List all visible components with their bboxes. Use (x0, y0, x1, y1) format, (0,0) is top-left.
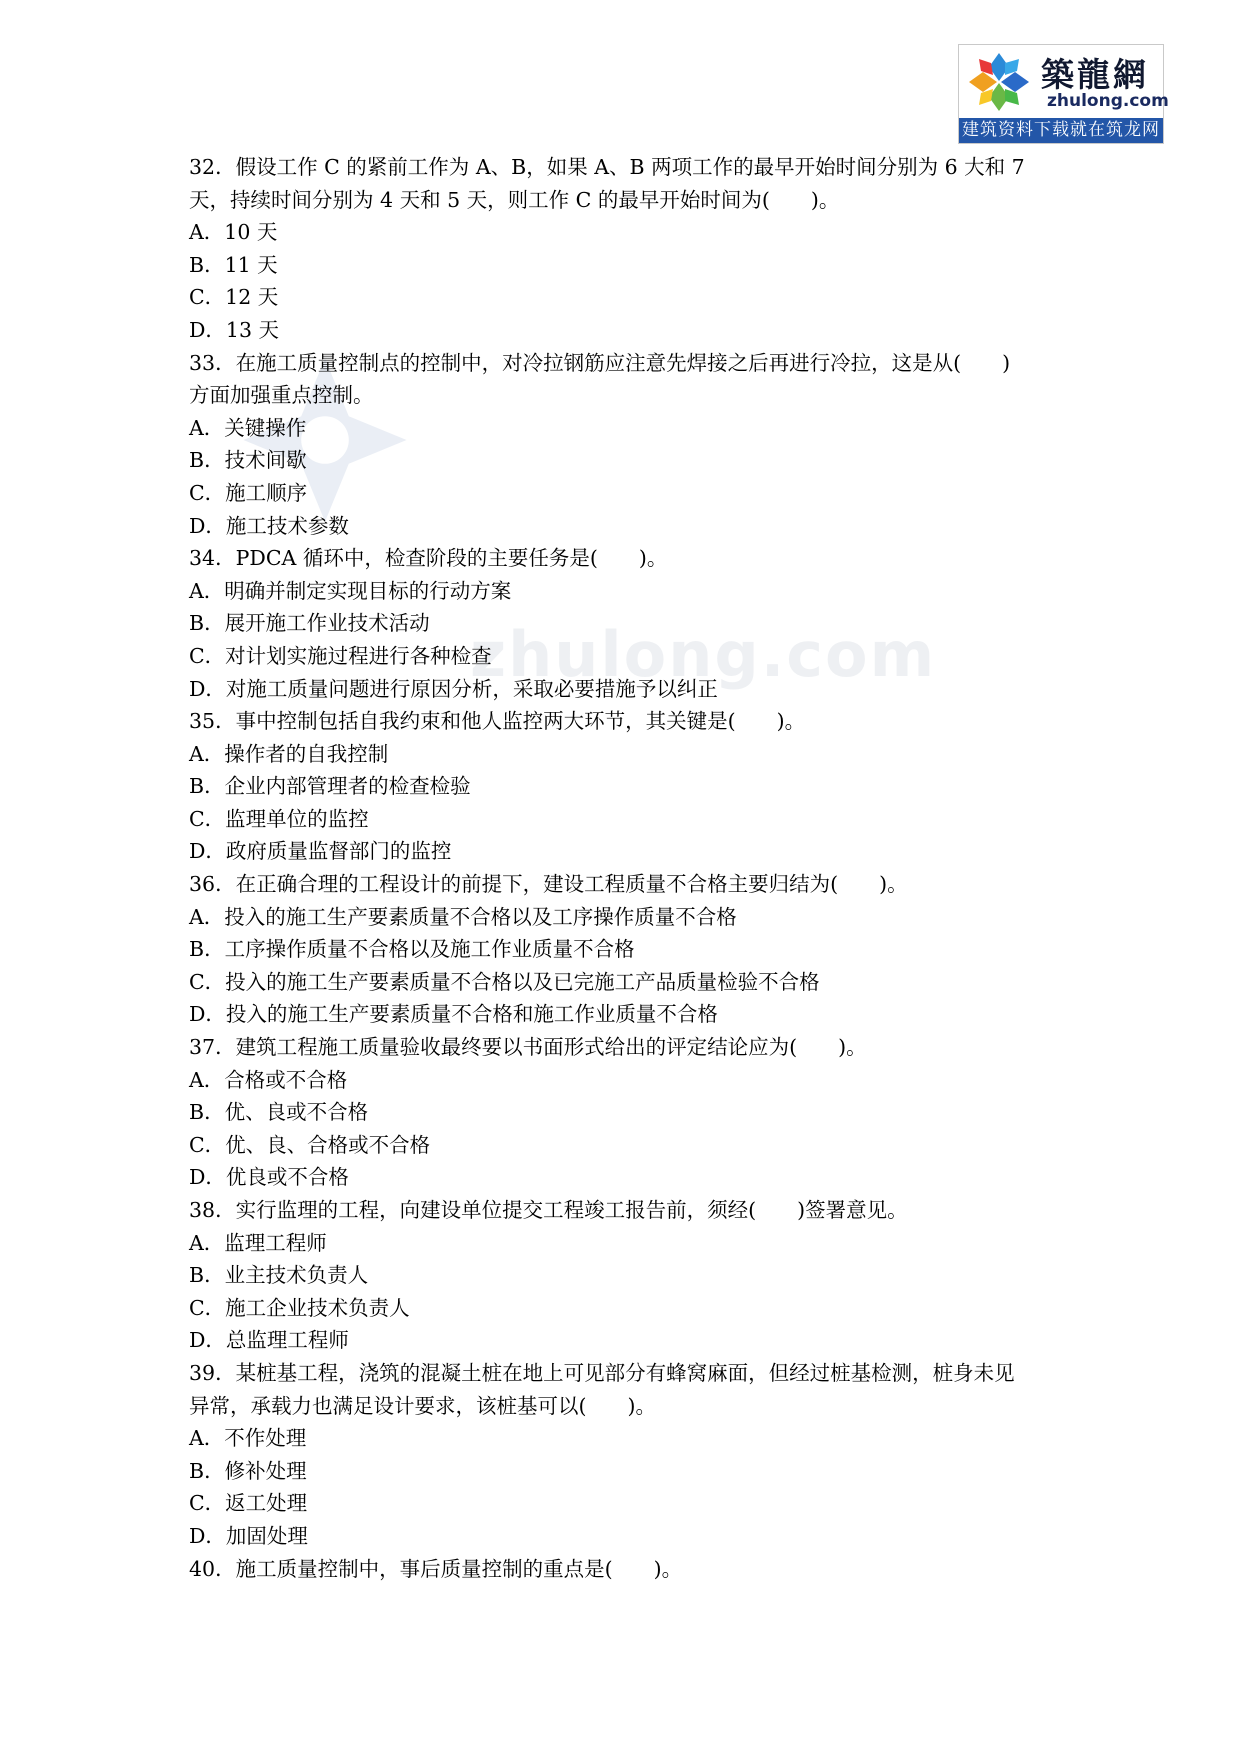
question-text-line: 36．在正确合理的工程设计的前提下，建设工程质量不合格主要归结为( )。 (189, 872, 908, 897)
option-c: C．施工顺序 (189, 480, 308, 505)
question-38 (189, 1194, 1069, 1357)
option-a: A．10 天 (189, 220, 278, 245)
question-text-line: 38．实行监理的工程，向建设单位提交工程竣工报告前，须经( )签署意见。 (189, 1198, 908, 1222)
option-b: B．业主技术负责人 (189, 1263, 369, 1288)
option-d: D．总监理工程师 (189, 1328, 349, 1353)
option-c: C．返工处理 (189, 1491, 308, 1516)
option-b: B．优、良或不合格 (189, 1100, 369, 1125)
question-39 (189, 1357, 1069, 1553)
option-d: D．对施工质量问题进行原因分析，采取必要措施予以纠正 (189, 676, 718, 701)
option-c: C．投入的施工生产要素质量不合格以及已完施工产品质量检验不合格 (189, 969, 820, 994)
zhulong-logo-icon (965, 51, 1033, 113)
logo-tagline: 建筑资料下载就在筑龙网 (959, 118, 1163, 143)
option-a: A．合格或不合格 (189, 1067, 348, 1092)
question-34 (189, 542, 1069, 705)
question-text-line: 异常，承载力也满足设计要求，该桩基可以( )。 (189, 1393, 656, 1418)
question-text-line: 方面加强重点控制。 (189, 383, 374, 408)
option-c: C．施工企业技术负责人 (189, 1295, 410, 1320)
option-c: C．对计划实施过程进行各种检查 (189, 643, 492, 668)
question-text-line: 33．在施工质量控制点的控制中，对冷拉钢筋应注意先焊接之后再进行冷拉，这是从( ) (189, 350, 1011, 375)
option-d: D．13 天 (189, 317, 280, 342)
zhulong-logo (958, 44, 1169, 144)
watermark-text: zhulong.com (470, 618, 937, 691)
option-b: B．展开施工作业技术活动 (189, 611, 430, 636)
question-text-line: 32．假设工作 C 的紧前工作为 A、B，如果 A、B 两项工作的最早开始时间分别为 6 大和 7 (189, 155, 1025, 179)
question-text-line: 37．建筑工程施工质量验收最终要以书面形式给出的评定结论应为( )。 (189, 1035, 867, 1060)
option-d: D．加固处理 (189, 1523, 308, 1548)
question-32 (189, 151, 1069, 347)
option-a: A．操作者的自我控制 (189, 741, 389, 766)
logo-english-name: zhulong.com (1047, 91, 1169, 111)
question-37 (189, 1031, 1069, 1194)
option-a: A．不作处理 (189, 1426, 307, 1451)
question-40 (189, 1553, 1069, 1586)
option-b: B．11 天 (189, 252, 278, 277)
option-a: A．关键操作 (189, 415, 307, 440)
question-text-line: 40．施工质量控制中，事后质量控制的重点是( )。 (189, 1556, 683, 1581)
question-36 (189, 868, 1069, 1031)
option-d: D．优良或不合格 (189, 1165, 349, 1190)
option-a: A．投入的施工生产要素质量不合格以及工序操作质量不合格 (189, 904, 737, 929)
option-b: B．技术间歇 (189, 448, 307, 473)
option-b: B．工序操作质量不合格以及施工作业质量不合格 (189, 937, 635, 962)
question-text-line: 34．PDCA 循环中，检查阶段的主要任务是( )。 (189, 546, 668, 571)
option-a: A．明确并制定实现目标的行动方案 (189, 578, 512, 603)
question-33 (189, 347, 1069, 543)
option-d: D．投入的施工生产要素质量不合格和施工作业质量不合格 (189, 1002, 718, 1027)
question-text-line: 39．某桩基工程，浇筑的混凝土桩在地上可见部分有蜂窝麻面，但经过桩基检测，桩身未见 (189, 1360, 1015, 1385)
question-35 (189, 705, 1069, 868)
question-text-line: 35．事中控制包括自我约束和他人监控两大环节，其关键是( )。 (189, 709, 806, 734)
option-b: B．企业内部管理者的检查检验 (189, 774, 471, 799)
option-d: D．政府质量监督部门的监控 (189, 839, 452, 864)
option-b: B．修补处理 (189, 1458, 307, 1483)
option-c: C．监理单位的监控 (189, 806, 369, 831)
question-list (189, 151, 1069, 1585)
option-a: A．监理工程师 (189, 1230, 327, 1255)
option-c: C．12 天 (189, 285, 279, 310)
logo-chinese-name: 築龍網 (1041, 55, 1149, 94)
option-d: D．施工技术参数 (189, 513, 349, 538)
option-c: C．优、良、合格或不合格 (189, 1132, 431, 1157)
question-text-line: 天，持续时间分别为 4 天和 5 天，则工作 C 的最早开始时间为( )。 (189, 187, 840, 212)
